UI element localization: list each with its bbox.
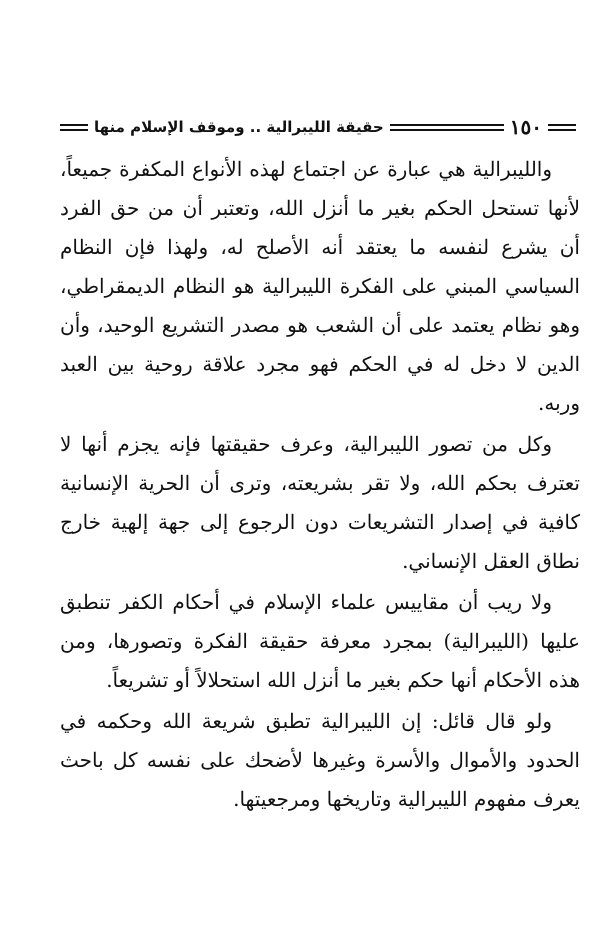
page-number: ١٥٠ [509,115,542,139]
header-rule-middle [390,124,504,131]
page-header [60,114,576,140]
header-rule-right [548,124,576,131]
body-text [60,150,580,819]
paragraph-rebuttal: ولو قال قائل: إن الليبرالية تطبق شريعة الله وحكمه في الحدود والأموال والأسرة وغيرها لأضحك على نفسه كل باحث يعرف مفهوم الليبرالية وتاريخها ومرجعيتها. [60,709,580,811]
paragraph-ruling-of-scholars: ولا ريب أن مقاييس علماء الإسلام في أحكام الكفر تنطبق عليها (الليبرالية) بمجرد معرفة حقيقة الفكرة وتصورها، ومن هذه الأحكام أنها حكم بغير ما أنزل الله استحلالاً أو تشريعاً. [60,590,580,692]
paragraph-liberalism-definition: والليبرالية هي عبارة عن اجتماع لهذه الأنواع المكفرة جميعاً، لأنها تستحل الحكم بغير ما أنزل الله، وتعتبر أن من حق الفرد أن يشرع لنفسه ما يعتقد أنه الأصلح له، ولهذا فإن النظام السياسي المبني على الفكرة الليبرالية هو النظام الديمقراطي، وهو نظام يعتمد على أن الشعب هو مصدر التشريع الوحيد، وأن الدين لا دخل له في الحكم فهو مجرد علاقة روحية بين العبد وربه. [60,157,580,415]
paragraph-liberalism-rejects-divine-law: وكل من تصور الليبرالية، وعرف حقيقتها فإنه يجزم أنها لا تعترف بحكم الله، ولا تقر بشريعته، وترى أن الحرية الإنسانية كافية في إصدار التشريعات دون الرجوع إلى جهة إلهية خارج نطاق العقل الإنساني. [60,432,580,573]
running-title: حقيقة الليبرالية .. وموقف الإسلام منها [94,117,384,136]
header-rule-left [60,124,88,131]
